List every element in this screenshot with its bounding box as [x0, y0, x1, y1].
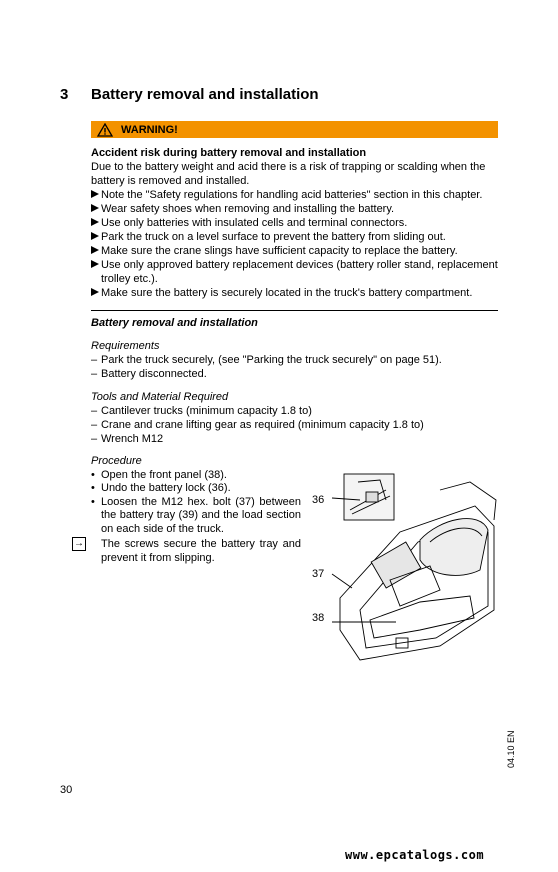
warning-banner	[91, 121, 498, 138]
requirements-heading: Requirements	[91, 340, 160, 352]
warning-bullet: Park the truck on a level surface to prevent the battery from sliding out.	[91, 230, 498, 244]
warning-body	[91, 146, 498, 300]
warning-bullet: Make sure the crane slings have sufficient capacity to replace the battery.	[91, 244, 498, 258]
page-number: 30	[60, 784, 73, 796]
bullet-arrow-icon	[91, 260, 99, 268]
requirements-block	[91, 339, 498, 381]
truck-figure	[300, 470, 500, 665]
bullet-arrow-icon	[91, 288, 99, 296]
warning-bullet: Make sure the battery is securely located in the truck's battery compartment.	[91, 286, 498, 300]
section-number: 3	[60, 86, 69, 103]
procedure-heading: Procedure	[91, 455, 142, 467]
procedure-step: • Undo the battery lock (36).	[91, 482, 231, 494]
note-arrow-icon: →	[74, 538, 84, 549]
tools-block	[91, 390, 498, 446]
list-item: – Wrench M12	[91, 433, 164, 445]
list-item: – Park the truck securely, (see "Parking the truck securely" on page 51).	[91, 354, 442, 366]
subsection-title: Battery removal and installation	[91, 317, 258, 329]
list-item: – Crane and crane lifting gear as required (minimum capacity 1.8 to)	[91, 419, 424, 431]
warning-label: WARNING!	[121, 123, 178, 136]
warning-bullet: Wear safety shoes when removing and installing the battery.	[91, 202, 498, 216]
footer-url[interactable]: www.epcatalogs.com	[345, 848, 485, 862]
divider	[91, 310, 498, 311]
procedure-step: • Open the front panel (38).	[91, 468, 227, 481]
section-title: Battery removal and installation	[91, 86, 319, 103]
warning-triangle-icon	[97, 123, 113, 137]
tools-heading: Tools and Material Required	[91, 391, 229, 403]
bullet-arrow-icon	[91, 204, 99, 212]
warning-bullet: Note the "Safety regulations for handling acid batteries" section in this chapter.	[91, 188, 498, 202]
edition-label: 04.10 EN	[506, 730, 516, 768]
callout-36: 36	[312, 494, 325, 506]
callout-37: 37	[312, 568, 325, 580]
warning-bullet: Use only approved battery replacement devices (battery roller stand, replacement trolley etc.).	[91, 258, 498, 286]
warning-bullet: Use only batteries with insulated cells and terminal connectors.	[91, 216, 498, 230]
list-item: – Battery disconnected.	[91, 368, 207, 380]
bullet-arrow-icon	[91, 246, 99, 254]
procedure-note: The screws secure the battery tray and prevent it from slipping.	[101, 538, 301, 564]
procedure-step: • Loosen the M12 hex. bolt (37) between the battery tray (39) and the load section on each side of the truck.	[91, 495, 301, 535]
bullet-arrow-icon	[91, 218, 99, 226]
warning-heading: Accident risk during battery removal and installation	[91, 147, 367, 159]
list-item: – Cantilever trucks (minimum capacity 1.8 to)	[91, 405, 312, 417]
bullet-arrow-icon	[91, 232, 99, 240]
bullet-arrow-icon	[91, 190, 99, 198]
warning-intro: Due to the battery weight and acid there is a risk of trapping or scalding when the battery is removed and installed.	[91, 161, 486, 187]
callout-38: 38	[312, 612, 325, 624]
procedure-block	[91, 455, 301, 565]
